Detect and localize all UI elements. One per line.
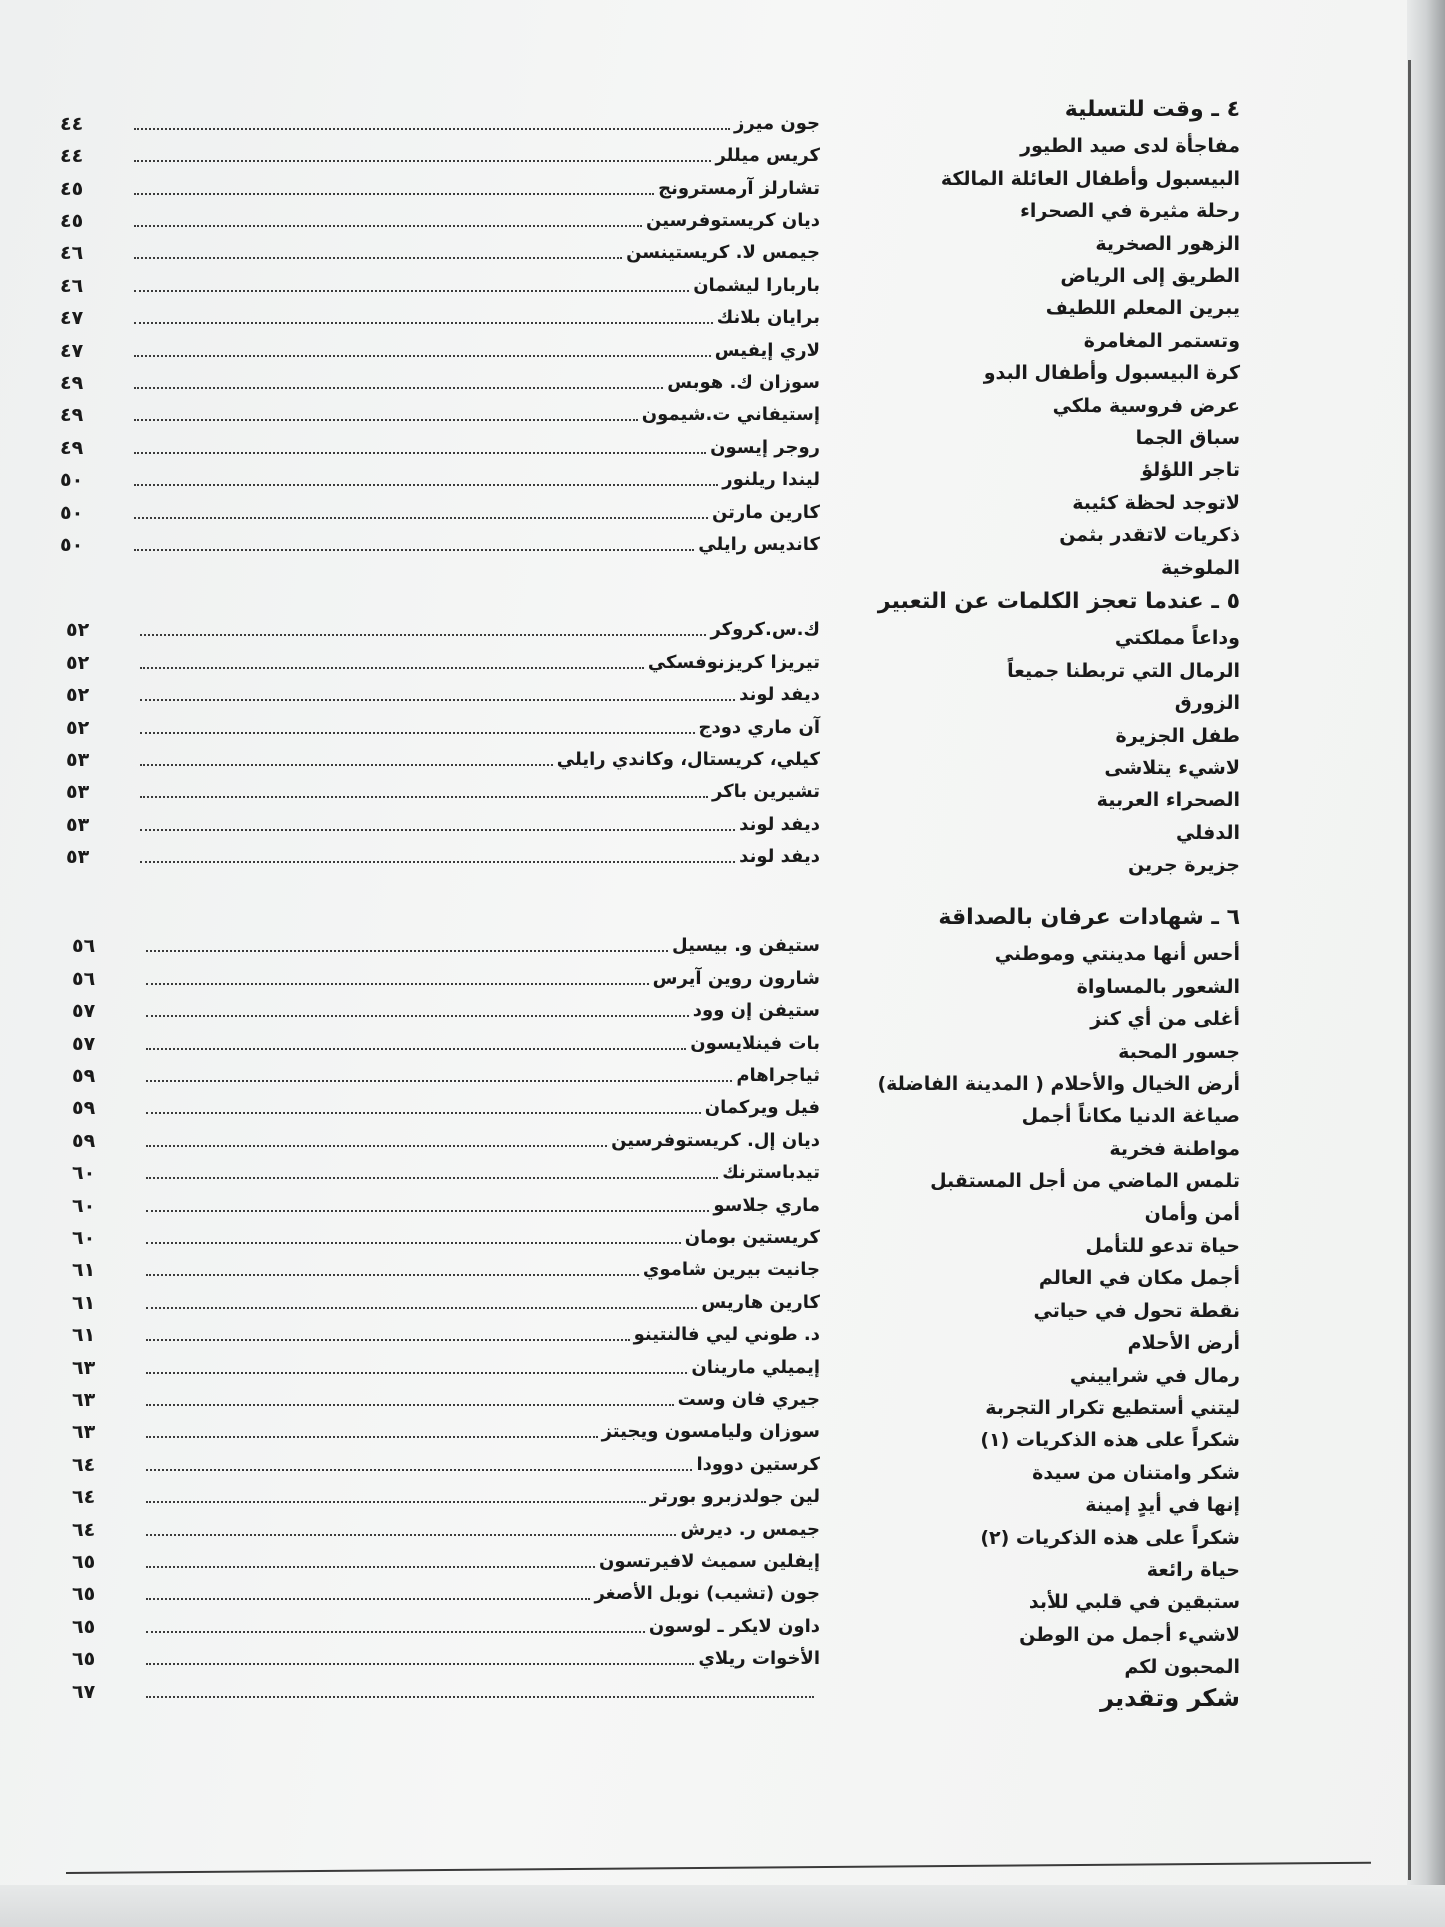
dot-leader [140,796,708,798]
page-number: ٦٠ [72,1162,96,1185]
chapter-title: أرض الأحلام [1127,1332,1240,1355]
dot-leader [134,452,706,454]
toc-entry-leader [60,432,706,464]
chapter-title: الرمال التي تربطنا جميعاً [1007,659,1240,682]
dot-leader [146,1372,687,1374]
chapter-title: البيسبول وأطفال العائلة المالكة [940,167,1240,190]
chapter-title: شكر وامتنان من سيدة [1032,1461,1240,1484]
toc-entry-leader [66,614,706,646]
dot-leader [146,1534,676,1536]
toc-entry-leader [72,1319,630,1351]
author-name: جيري فان وست [677,1389,820,1410]
author-name: برايان بلانك [716,307,820,329]
chapter-title: كرة البيسبول وأطفال البدو [983,362,1240,385]
author-name: جون ميرز [734,112,820,134]
dot-leader [146,1339,630,1341]
author-name: تيدباسترنك [722,1162,820,1184]
toc-entry-leader [72,1481,646,1513]
bottom-rule [66,1862,1371,1874]
toc-entry-leader [72,1546,595,1578]
page-number: ٦٤ [72,1453,96,1476]
chapter-title: أرض الخيال والأحلام ( المدينة الفاضلة) [877,1073,1240,1095]
page-number: ٤٤ [60,145,84,168]
dot-leader [146,1663,694,1665]
toc-entry-leader [72,1352,687,1384]
page-number: ٦١ [72,1291,96,1314]
page-number: ٥٣ [66,813,90,836]
dot-leader [146,1145,607,1147]
page-number: ٦٧ [72,1680,96,1703]
author-name: كرستين دوودا [696,1453,820,1475]
chapter-title: وداعاً مملكتي [1114,627,1240,650]
chapter-title: طفل الجزيرة [1115,724,1240,747]
section-heading: ٥ ـ عندما تعجز الكلمات عن التعبير [877,589,1240,614]
author-name: إيميلي مارينان [691,1356,820,1378]
toc-entry-leader [66,809,735,841]
dot-leader [146,1015,689,1017]
section-heading: ٦ ـ شهادات عرفان بالصداقة [938,905,1240,930]
dot-leader [146,1242,681,1244]
chapter-title: جسور المحبة [1118,1040,1240,1063]
toc-entry-leader [72,1190,709,1222]
toc-entry-leader [72,1092,701,1124]
toc-entry-leader [72,995,689,1027]
page-number: ٤٩ [60,404,84,427]
toc-entry-leader [72,1222,681,1254]
toc-entry-leader [72,1125,607,1157]
author-name: ديان كريستوفرسين [646,210,820,232]
chapter-title: الزورق [1174,692,1240,715]
dot-leader [146,1274,639,1276]
page-number: ٥٢ [66,716,90,739]
page-number: ٤٦ [60,242,84,265]
page-number: ٥٠ [60,469,84,492]
dot-leader [134,517,708,519]
chapter-title: ستبقين في قلبي للأبد [1028,1591,1240,1614]
dot-leader [140,699,735,701]
page-number: ٦٥ [72,1551,96,1573]
page-number: ٦٣ [72,1356,96,1379]
chapter-title: حياة رائعة [1146,1559,1240,1581]
dot-leader [146,1469,692,1471]
toc-entry-leader [60,367,663,399]
page-number: ٤٩ [60,436,84,459]
author-name: الأخوات ريلاي [698,1648,820,1670]
chapter-title: نقطة تحول في حياتي [1033,1299,1240,1322]
toc-entry-leader [60,302,713,334]
toc-entry-leader [72,963,649,995]
dot-leader [134,387,663,389]
chapter-title: يبرين المعلم اللطيف [1045,297,1240,320]
page-number: ٥٣ [66,781,90,804]
toc-entry-leader [60,399,638,431]
page-number: ٤٤ [60,112,84,135]
toc-entry-leader [72,1611,645,1643]
author-name: كارين مارتن [711,501,820,523]
chapter-title: تلمس الماضي من أجل المستقبل [930,1170,1240,1193]
chapter-title: شكراً على هذه الذكريات (١) [980,1429,1240,1452]
dot-leader [146,1048,686,1050]
toc-entry-leader [66,712,695,744]
chapter-title: لاشيء يتلاشى [1104,757,1240,779]
dot-leader [134,419,638,421]
author-name: جانيت بيرين شاموي [642,1259,820,1281]
page-number: ٥٦ [72,935,96,958]
chapter-title: الدفلي [1175,821,1240,844]
dot-leader [140,829,735,831]
chapter-title: مفاجأة لدى صيد الطيور [1020,135,1240,158]
page-number: ٦٥ [72,1615,96,1638]
chapter-title: جزيرة جرين [1127,854,1240,877]
acknowledgements-heading: شكر وتقدير [1100,1683,1240,1712]
page-number: ٦٠ [72,1227,96,1249]
toc-entry-leader [60,464,718,496]
toc-entry-leader [66,776,708,808]
section-heading: ٤ ـ وقت للتسلية [1064,97,1240,122]
page-number: ٦٥ [72,1583,96,1606]
chapter-title: إنها في أيدٍ إمينة [1085,1494,1240,1517]
dot-leader [140,667,644,669]
dot-leader [146,983,649,985]
dot-leader [140,764,553,766]
chapter-title: رحلة مثيرة في الصحراء [1020,200,1240,223]
author-name: تيريزا كريزنوفسكي [647,651,820,673]
dot-leader [134,225,642,227]
dot-leader [134,484,718,486]
toc-entry-leader [60,140,711,172]
bottom-page-shadow [0,1885,1445,1927]
dot-leader [134,193,654,195]
dot-leader [134,128,730,130]
chapter-title: صياغة الدنيا مكاناً أجمل [1021,1105,1240,1128]
author-name: ماري جلاسو [713,1194,820,1216]
toc-entry-leader [60,205,642,237]
page-number: ٥٠ [60,534,84,557]
dot-leader [134,355,711,357]
page-number: ٥٩ [72,1065,96,1087]
chapter-title: أمن وأمان [1144,1202,1240,1225]
dot-leader [140,634,706,636]
page-number: ٥٧ [72,1032,96,1055]
page-number: ٦١ [72,1259,96,1282]
toc-entry-leader [72,1157,718,1189]
page-number: ٥٢ [66,619,90,642]
page-number: ٦٣ [72,1421,96,1444]
toc-entry-leader [60,497,708,529]
author-name: داون لايكر ـ لوسون [648,1615,820,1637]
author-name: ليندا ريلنور [722,469,820,491]
page-number: ٦٣ [72,1389,96,1411]
page-number: ٤٥ [60,210,84,233]
dot-leader [146,1210,709,1212]
author-name: بات فينلايسون [690,1032,820,1054]
author-name: لاري إيفيس [714,339,820,361]
page-number: ٦٤ [72,1518,96,1541]
author-name: كانديس رايلي [698,534,820,556]
toc-entry-leader [72,1254,639,1286]
chapter-title: الشعور بالمساواة [1076,975,1240,998]
author-name: ديفد لوند [739,684,820,706]
dot-leader [134,290,689,292]
chapter-title: لاتوجد لحظة كئيبة [1072,491,1240,514]
dot-leader [146,1566,595,1568]
page-edge-rule [1408,60,1411,1880]
author-name: كيلي، كريستال، وكاندي رايلي [556,749,820,770]
toc-entry-leader [72,930,668,962]
chapter-title: مواطنة فخرية [1109,1137,1240,1160]
page-number: ٤٧ [60,339,84,362]
toc-entry-leader [72,1416,598,1448]
toc-entry-leader [60,237,622,269]
page-number: ٥٠ [60,501,84,524]
page-number: ٥٦ [72,967,96,990]
author-name: ديان إل. كريستوفرسين [611,1129,820,1151]
dot-leader [134,257,622,259]
dot-leader [134,549,694,551]
dot-leader [140,732,695,734]
chapter-title: أجمل مكان في العالم [1038,1267,1240,1290]
page-number: ٦٠ [72,1194,96,1217]
author-name: كريستين بومان [684,1227,820,1248]
chapter-title: الصحراء العربية [1096,789,1240,812]
chapter-title: تاجر اللؤلؤ [1141,459,1240,482]
author-name: ستيفن و. بيسيل [672,935,820,957]
dot-leader [134,160,711,162]
dot-leader [146,950,668,952]
toc-entry-leader [72,1384,674,1416]
page-number: ٦٥ [72,1648,96,1671]
chapter-title: شكراً على هذه الذكريات (٢) [980,1526,1240,1549]
chapter-title: حياة تدعو للتأمل [1085,1235,1240,1257]
page-number: ٤٧ [60,307,84,330]
toc-entry-leader [72,1676,814,1708]
page-number: ٤٦ [60,274,84,297]
dot-leader [146,1696,814,1698]
page-number: ٤٩ [60,372,84,395]
author-name: ك.س.كروكر [710,619,820,641]
page-number: ٥٢ [66,684,90,707]
toc-entry-leader [66,744,553,776]
toc-entry-leader [72,1287,697,1319]
toc-entry-leader [72,1514,676,1546]
toc-entry-leader [72,1449,692,1481]
author-name: تشارلز آرمسترونج [658,177,820,199]
toc-entry-leader [60,108,730,140]
dot-leader [134,322,713,324]
author-name: جيمس لا. كريستينسن [626,242,820,264]
author-name: ديفد لوند [739,846,820,868]
author-name: إستيفاني ت.شيمون [641,404,820,426]
toc-entry-leader [66,679,735,711]
author-name: د. طوني ليي فالنتينو [633,1324,820,1346]
dot-leader [146,1631,645,1633]
chapter-title: رمال في شراييني [1069,1364,1240,1387]
chapter-title: ليتني أستطيع تكرار التجربة [985,1397,1240,1419]
chapter-title: الزهور الصخرية [1095,232,1240,255]
author-name: ديفد لوند [739,813,820,835]
author-name: سوزان ك. هوبس [667,372,820,394]
dot-leader [140,861,735,863]
toc-entry-leader [72,1028,686,1060]
dot-leader [146,1598,590,1600]
toc-entry-leader [66,647,644,679]
chapter-title: الملوخية [1160,556,1240,579]
chapter-title: ذكريات لاتقدر بثمن [1059,524,1240,547]
chapter-title: المحبون لكم [1124,1656,1240,1679]
toc-entry-leader [66,841,735,873]
author-name: إيفلين سميث لافيرتسون [599,1551,820,1572]
author-name: آن ماري دودج [698,716,820,738]
dot-leader [146,1307,697,1309]
author-name: فيل ويركمان [704,1097,820,1119]
dot-leader [146,1112,701,1114]
author-name: كارين هاريس [701,1291,820,1313]
author-name: تشيرين باكر [711,781,820,803]
author-name: سوزان وليامسون ويجيتز [601,1421,820,1443]
page-number: ٥٣ [66,846,90,869]
author-name: روجر إيسون [710,436,820,458]
author-name: لين جولدزبرو بورتر [649,1486,820,1508]
toc-entry-leader [60,173,654,205]
chapter-title: أغلى من أي كنز [1090,1008,1240,1031]
dot-leader [146,1080,732,1082]
page-number: ٥٣ [66,749,90,771]
author-name: جون (تشيب) نوبل الأصغر [594,1583,820,1605]
page-number: ٥٩ [72,1097,96,1120]
toc-entry-leader [60,270,689,302]
author-name: كريس ميللر [715,145,820,167]
author-name: ستيفن إن وود [692,1000,820,1022]
dot-leader [146,1177,718,1179]
dot-leader [146,1501,646,1503]
page-number: ٥٢ [66,651,90,674]
author-name: باربارا ليشمان [693,274,820,296]
page-number: ٤٥ [60,177,84,200]
chapter-title: أحس أنها مدينتي وموطني [994,943,1240,966]
toc-entry-leader [60,529,694,561]
toc-entry-leader [72,1060,732,1092]
page-number: ٥٩ [72,1129,96,1152]
toc-entry-leader [72,1643,694,1675]
author-name: شارون روين آيرس [652,967,820,989]
page-number: ٥٧ [72,1000,96,1023]
chapter-title: سباق الجما [1135,427,1240,449]
page-number: ٦١ [72,1324,96,1347]
chapter-title: وتستمر المغامرة [1083,329,1240,352]
toc-entry-leader [60,335,711,367]
author-name: جيمس ر. ديرش [680,1518,820,1540]
author-name: ثياجراهام [736,1065,820,1086]
chapter-title: الطريق إلى الرياض [1060,265,1240,287]
page-edge [1407,0,1445,1927]
chapter-title: عرض فروسية ملكي [1052,394,1240,417]
page-number: ٦٤ [72,1486,96,1509]
toc-entry-leader [72,1578,590,1610]
dot-leader [146,1404,674,1406]
dot-leader [146,1436,598,1438]
chapter-title: لاشيء أجمل من الوطن [1019,1623,1240,1646]
